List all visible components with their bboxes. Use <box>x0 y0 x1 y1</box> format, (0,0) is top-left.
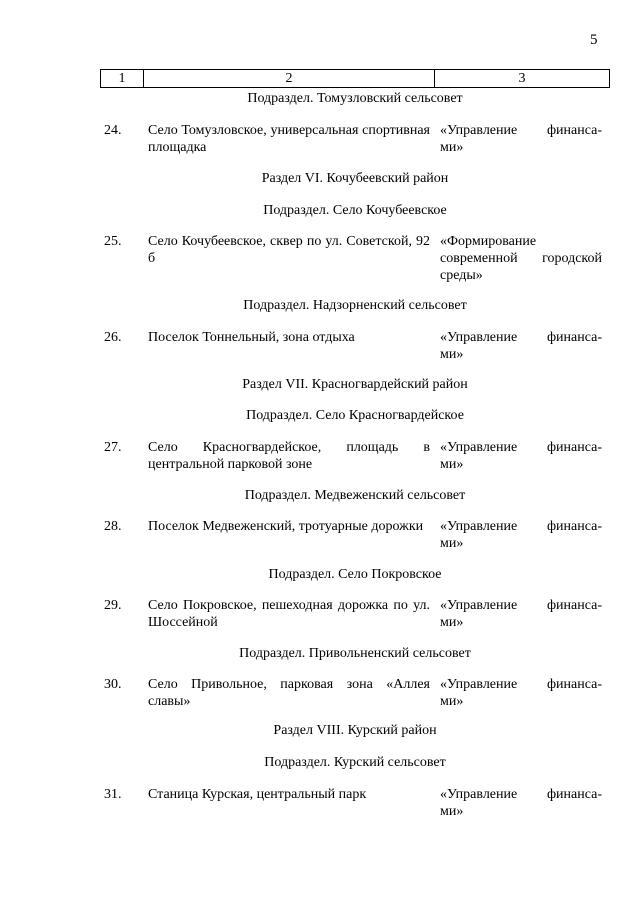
item-number: 28. <box>104 519 122 534</box>
item-number: 30. <box>104 677 122 692</box>
program-word: «Управление <box>440 598 518 613</box>
item-number: 24. <box>104 123 122 138</box>
item-description: Станица Курская, центральный парк <box>148 787 367 802</box>
program-word: финанса- <box>546 677 602 692</box>
table-header <box>100 69 610 88</box>
program-word: ми» <box>440 615 464 630</box>
item-program <box>440 122 602 156</box>
section-heading: Раздел VII. Красногвардейский район <box>242 377 468 392</box>
program-word: ми» <box>440 694 464 709</box>
section-heading: Подраздел. Село Красногвардейское <box>246 408 464 423</box>
item-description: Село Покровское, пешеходная дорожка по ул. Шоссейной <box>148 598 430 630</box>
program-word: ми» <box>440 140 464 155</box>
col-header-1: 1 <box>101 70 144 88</box>
item-program <box>440 329 602 363</box>
item-number: 31. <box>104 787 122 802</box>
item-number: 26. <box>104 330 122 345</box>
section-heading: Подраздел. Село Кочубеевское <box>263 203 447 218</box>
section-heading: Раздел VI. Кочубеевский район <box>261 171 449 186</box>
section-heading: Подраздел. Село Покровское <box>268 567 442 582</box>
col-header-2: 2 <box>144 70 435 88</box>
program-word: финанса- <box>546 440 602 455</box>
item-description: Поселок Тоннельный, зона отдыха <box>148 330 355 345</box>
program-word: финанса- <box>546 519 602 534</box>
program-word: финанса- <box>546 123 602 138</box>
item-description: Село Привольное, парковая зона «Аллея славы» <box>148 677 430 709</box>
page-number: 5 <box>590 32 598 48</box>
program-word: финанса- <box>546 598 602 613</box>
item-number: 27. <box>104 440 122 455</box>
program-word: финанса- <box>546 787 602 802</box>
item-program <box>440 518 602 552</box>
program-word: «Управление <box>440 123 518 138</box>
section-heading: Подраздел. Курский сельсовет <box>264 755 446 770</box>
program-word: «Управление <box>440 787 518 802</box>
item-program <box>440 439 602 473</box>
program-word: ми» <box>440 536 464 551</box>
section-heading: Подраздел. Томузловский сельсовет <box>247 91 463 106</box>
program-word: «Управление <box>440 330 518 345</box>
section-heading: Подраздел. Привольненский сельсовет <box>239 646 471 661</box>
item-number: 25. <box>104 234 122 249</box>
section-heading: Раздел VIII. Курский район <box>273 723 437 738</box>
item-program: «Формирование современной городской среды» <box>440 234 602 283</box>
item-number: 29. <box>104 598 122 613</box>
program-word: финанса- <box>546 330 602 345</box>
program-word: «Управление <box>440 519 518 534</box>
item-description: Село Красногвардейское, площадь в центральной парковой зоне <box>148 440 430 472</box>
item-description: Поселок Медвеженский, тротуарные дорожки <box>148 519 424 534</box>
item-program <box>440 676 602 710</box>
item-program <box>440 786 602 820</box>
section-heading: Подраздел. Медвеженский сельсовет <box>244 488 466 503</box>
program-word: ми» <box>440 457 464 472</box>
item-program <box>440 597 602 631</box>
section-heading: Подраздел. Надзорненский сельсовет <box>243 298 467 313</box>
col-header-3: 3 <box>435 70 610 88</box>
item-description: Село Томузловское, универсальная спортивная площадка <box>148 123 430 155</box>
program-word: «Управление <box>440 677 518 692</box>
item-description: Село Кочубеевское, сквер по ул. Советской, 92 б <box>148 234 430 266</box>
program-word: ми» <box>440 804 464 819</box>
program-word: ми» <box>440 347 464 362</box>
program-word: «Управление <box>440 440 518 455</box>
